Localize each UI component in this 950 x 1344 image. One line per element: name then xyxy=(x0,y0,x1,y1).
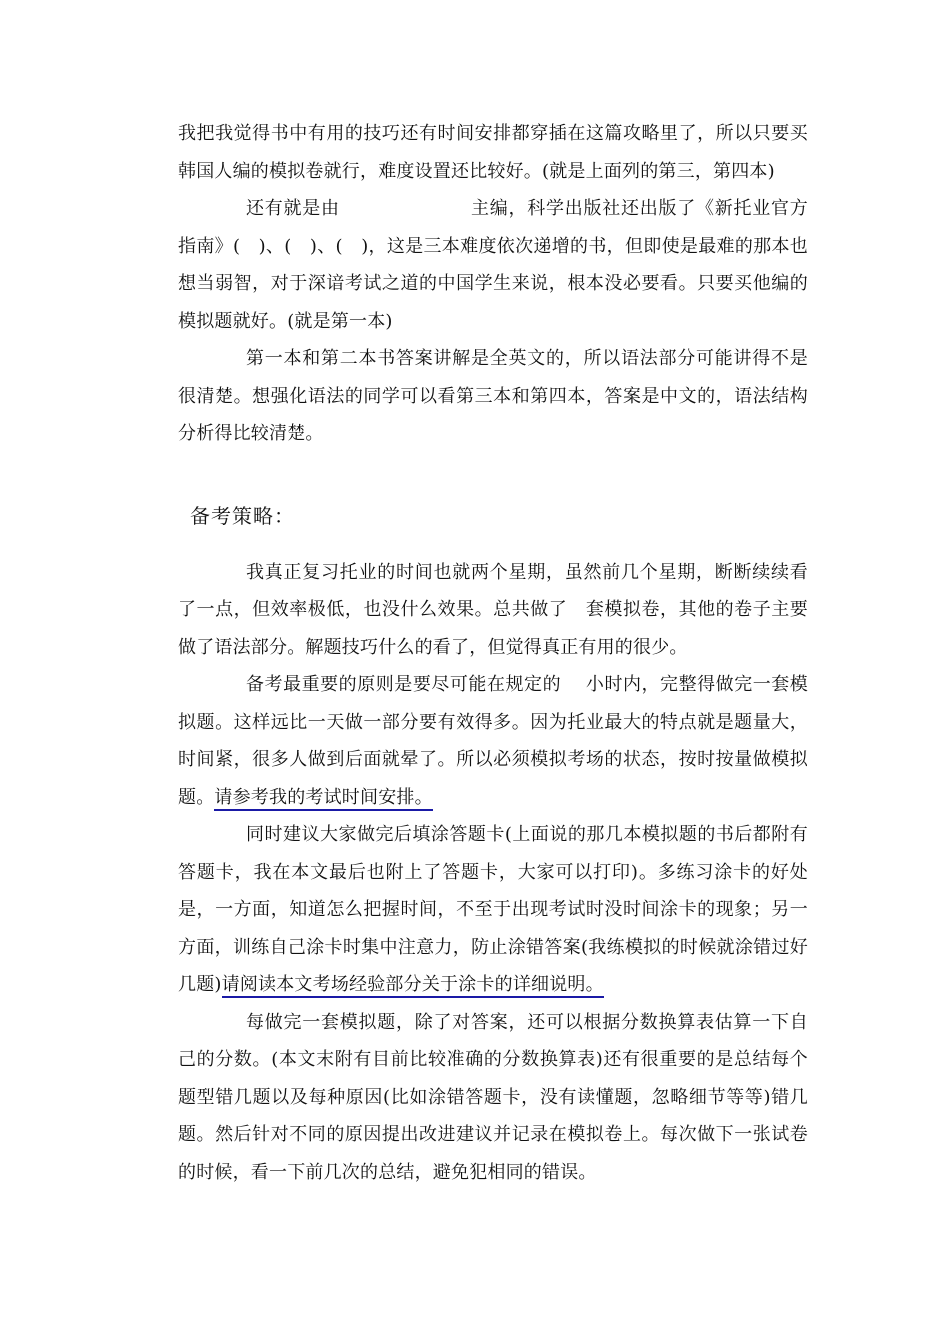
time-schedule-link[interactable]: 请参考我的考试时间安排。 xyxy=(214,787,432,811)
paragraph-books-tips: 我把我觉得书中有用的技巧还有时间安排都穿插在这篇攻略里了，所以只要买韩国人编的模拟卷就行，难度设置还比较好。(就是上面列的第三，第四本) xyxy=(178,123,808,182)
answer-sheet-detail-link[interactable]: 请阅读本文考场经验部分关于涂卡的详细说明。 xyxy=(222,974,604,998)
answer-sheet-text: 同时建议大家做完后填涂答题卡(上面说的那几本模拟题的书后都附有答题卡，我在本文最后也附上了答题卡，大家可以打印)。多练习涂卡的好处是，一方面，知道怎么把握时间，不至于出现考试时没时间涂卡的现象；另一方面，训练自己涂卡时集中注意力，防止涂错答案(我练模拟的时候就涂错过好几题) xyxy=(178,824,808,995)
paragraph-answer-sheet xyxy=(178,816,808,1004)
paragraph-official-guide: 还有就是由 主编，科学出版社还出版了《新托业官方指南》( )、( )、( )，这是三本难度依次递增的书，但即使是最难的那本也想当弱智，对于深谙考试之道的中国学生来说，根本没必要看。只要买他编的模拟题就好。(就是第一本) xyxy=(178,198,808,332)
section-heading-wrap xyxy=(178,502,808,530)
document-body xyxy=(178,115,808,1191)
section-heading-strategy: 备考策略： xyxy=(190,503,295,528)
paragraph-review-time: 我真正复习托业的时间也就两个星期，虽然前几个星期，断断续续看了一点，但效率极低，也没什么效果。总共做了 套模拟卷，其他的卷子主要做了语法部分。解题技巧什么的看了，但觉得真正有用的很少。 xyxy=(178,561,808,658)
paragraph-score-review: 每做完一套模拟题，除了对答案，还可以根据分数换算表估算一下自己的分数。(本文末附有目前比较准确的分数换算表)还有很重要的是总结每个题型错几题以及每种原因(比如涂错答题卡，没有读懂题，忽略细节等等)错几题。然后针对不同的原因提出改进建议并记录在模拟卷上。每次做下一张试卷的时候，看一下前几次的总结，避免犯相同的错误。 xyxy=(178,1011,808,1183)
paragraph-main-principle xyxy=(178,666,808,816)
paragraph-answer-explanations: 第一本和第二本书答案讲解是全英文的，所以语法部分可能讲得不是很清楚。想强化语法的同学可以看第三本和第四本，答案是中文的，语法结构分析得比较清楚。 xyxy=(178,348,808,444)
main-principle-text: 备考最重要的原则是要尽可能在规定的 小时内，完整得做完一套模拟题。这样远比一天做一部分要有效得多。因为托业最大的特点就是题量大，时间紧，很多人做到后面就晕了。所以必须模拟考场的状态，按时按量做模拟题。 xyxy=(178,674,808,808)
